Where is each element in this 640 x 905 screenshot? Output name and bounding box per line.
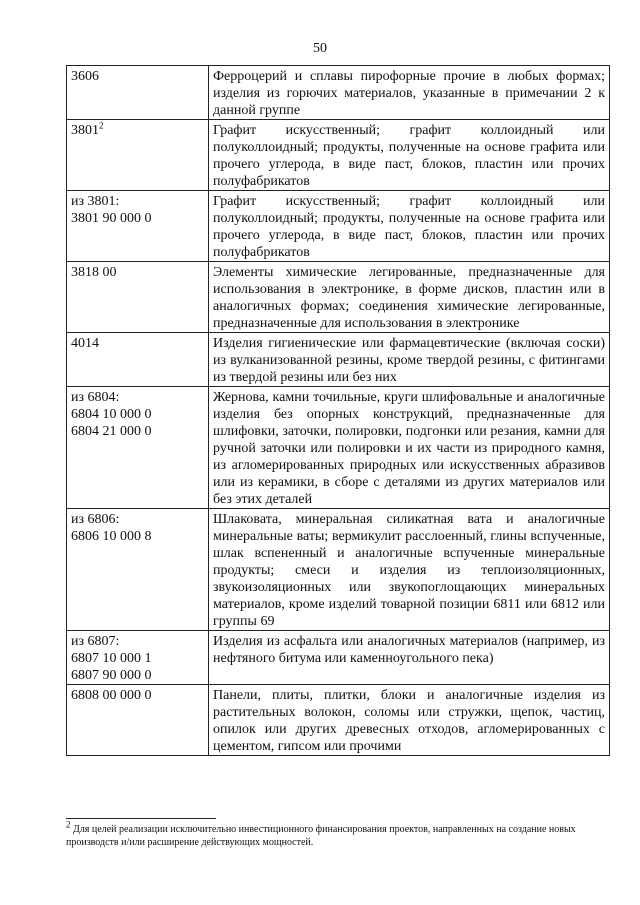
code-text: из 3801: [71,194,120,209]
description-cell: Графит искусственный; графит коллоидный или полуколлоидный; продукты, полученные на основе графита или прочего углерода, в виде паст, блоков, пластин или прочих полуфабрикатов [209,120,610,191]
code-text: 6806 10 000 8 [71,529,152,544]
code-text: 3606 [71,69,99,84]
footnote [66,819,606,849]
code-text: 6808 00 000 0 [71,688,152,703]
code-text: из 6806: [71,512,120,527]
code-text: 6804 10 000 0 [71,407,152,422]
code-cell [67,191,209,262]
table-row [67,387,610,509]
code-cell [67,631,209,685]
code-cell [67,333,209,387]
description-cell: Изделия из асфальта или аналогичных материалов (например, из нефтяного битума или каменноугольного пека) [209,631,610,685]
code-text: 4014 [71,336,99,351]
table-row [67,66,610,120]
description-cell: Панели, плиты, плитки, блоки и аналогичные изделия из растительных волокон, соломы или стружки, щепок, частиц, опилок или других древесных отходов, агломерированных с цементом, гипсом или прочими [209,685,610,756]
footnote-marker: 2 [66,819,71,830]
footnote-reference: 2 [99,120,104,131]
page-number: 50 [313,41,327,56]
footnote-text: Для целей реализации исключительно инвестиционного финансирования проектов, направленных на создание новых производств и/или расширение действующих мощностей. [66,824,576,848]
description-cell: Изделия гигиенические или фармацевтические (включая соски) из вулканизованной резины, кроме твердой резины, с фитингами из твердой резины или без них [209,333,610,387]
code-cell [67,685,209,756]
description-cell: Графит искусственный; графит коллоидный или полуколлоидный; продукты, полученные на основе графита или прочего углерода, в виде паст, блоков, пластин или прочих полуфабрикатов [209,191,610,262]
code-text: из 6804: [71,390,120,405]
table-row [67,191,610,262]
code-cell [67,387,209,509]
table-row [67,631,610,685]
code-text: 6807 90 000 0 [71,668,152,683]
description-cell: Шлаковата, минеральная силикатная вата и аналогичные минеральные ваты; вермикулит расслоенный, глины вспученные, шлак вспененный и аналогичные вспученные минеральные продукты; смеси и изделия из теплоизоляционных, звукоизоляционных или звукопоглощающих минеральных материалов, кроме изделий товарной позиции 6811 или 6812 или группы 69 [209,509,610,631]
code-cell [67,66,209,120]
code-text: 3818 00 [71,265,117,280]
description-cell: Элементы химические легированные, предназначенные для использования в электронике, в форме дисков, пластин или в аналогичных формах; соединения химические легированные, предназначенные для использования в электронике [209,262,610,333]
table-body [67,66,610,756]
code-text: 3801$^2$ [71,120,104,138]
commodity-code-table [66,65,610,756]
code-cell [67,120,209,191]
code-text: 6807 10 000 1 [71,651,152,666]
description-cell: Ферроцерий и сплавы пирофорные прочие в любых формах; изделия из горючих материалов, указанные в примечании 2 к данной группе [209,66,610,120]
table-row [67,509,610,631]
table-row [67,333,610,387]
code-cell [67,509,209,631]
table-row [67,262,610,333]
code-text: из 6807: [71,634,120,649]
table-row [67,120,610,191]
code-text: 6804 21 000 0 [71,424,152,439]
footnote-separator [66,818,216,819]
table-row [67,685,610,756]
code-text: 3801 90 000 0 [71,211,152,226]
code-cell [67,262,209,333]
description-cell: Жернова, камни точильные, круги шлифовальные и аналогичные изделия без опорных конструкций, предназначенные для шлифовки, заточки, полировки, подгонки или резания, камни для ручной заточки или полировки и их части из природного камня, из агломерированных природных или искусственных абразивов или из керамики, в сборе с деталями из других материалов или без этих деталей [209,387,610,509]
